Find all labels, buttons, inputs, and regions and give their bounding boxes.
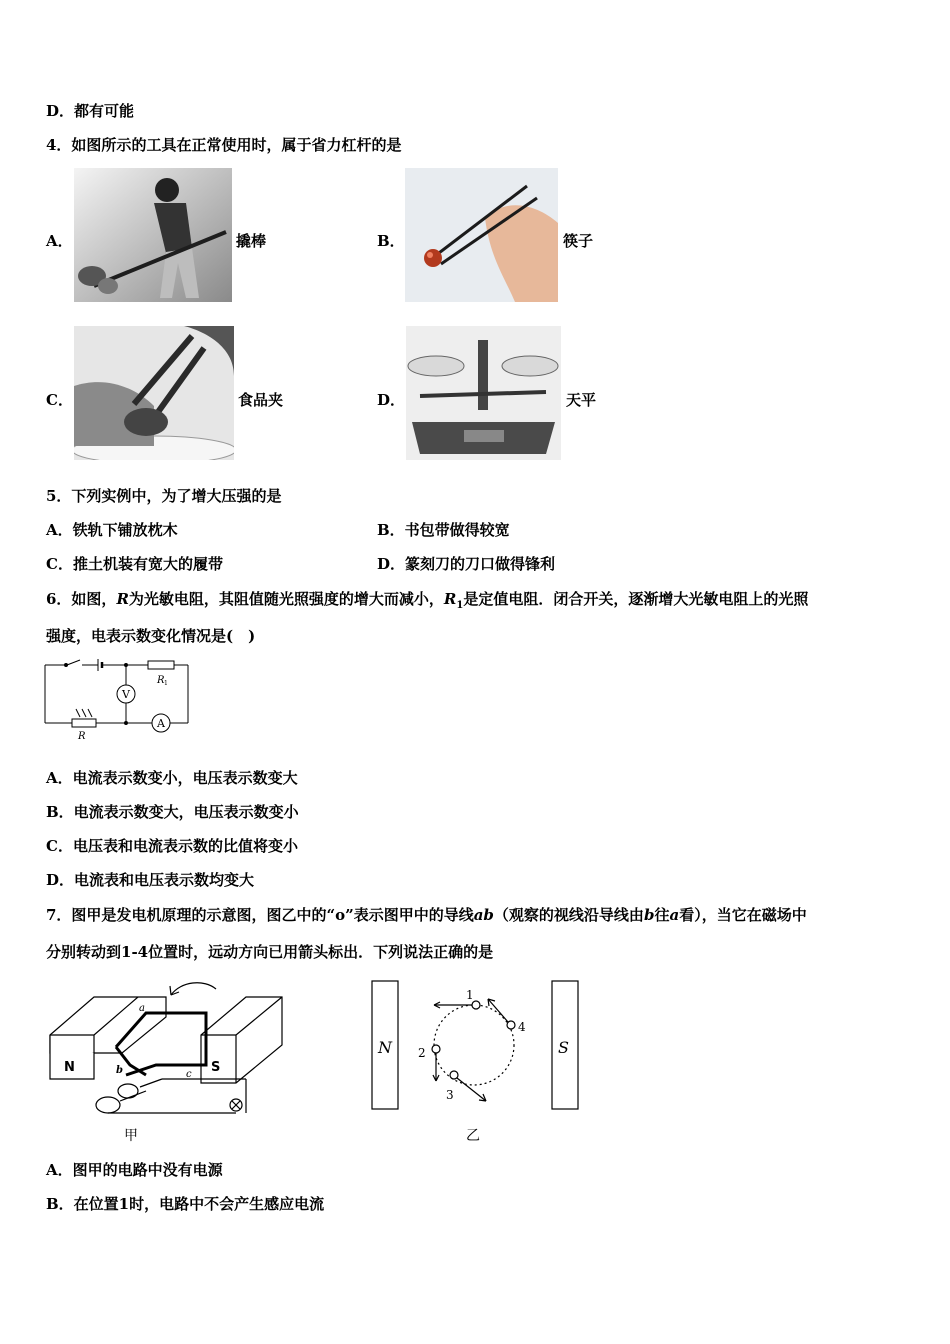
q4-stem: 4．如图所示的工具在正常使用时，属于省力杠杆的是 <box>46 136 402 154</box>
generator-label-a: a <box>139 1003 145 1014</box>
q7-option-a: A．图甲的电路中没有电源 <box>46 1161 223 1179</box>
position-4-label: 4 <box>518 1020 526 1034</box>
q6-var-r1-sub: 1 <box>456 600 464 611</box>
q5-option-a: A．铁轨下铺放枕木 <box>46 521 178 539</box>
q6-stem-suffix: 是定值电阻．闭合开关，逐渐增大光敏电阻上的光照 <box>463 590 809 608</box>
q6-option-d: D．电流表和电压表示数均变大 <box>46 871 255 889</box>
q4-option-b-label: B． <box>377 232 405 250</box>
r-label: R <box>78 731 86 742</box>
q6-option-c: C．电压表和电流表示数的比值将变小 <box>46 837 298 855</box>
r1-label-sub: 1 <box>164 680 168 687</box>
q6-stem-mid: 为光敏电阻，其阻值随光照强度的增大而减小， <box>128 590 444 608</box>
q6-stem <box>46 589 808 616</box>
position-2-label: 2 <box>418 1046 426 1060</box>
field-pole-s: S <box>558 1038 569 1057</box>
q6-option-a: A．电流表示数变小，电压表示数变大 <box>46 769 298 787</box>
generator-label-c: c <box>186 1069 192 1080</box>
q7-option-b: B．在位置1时，电路中不会产生感应电流 <box>46 1195 325 1213</box>
position-1-label: 1 <box>466 988 474 1002</box>
q6-var-r1: R <box>443 590 457 608</box>
crowbar-photo <box>74 168 232 302</box>
generator-diagram <box>46 975 296 1147</box>
q4-option-a-label: A． <box>46 232 73 250</box>
ammeter-symbol-label: A <box>157 717 165 730</box>
generator-label-b: b <box>116 1065 123 1076</box>
q7-var-a: a <box>669 906 680 924</box>
q4-option-c-label: C． <box>46 391 73 409</box>
field-pole-n: N <box>378 1038 392 1057</box>
q7-var-b: b <box>643 906 655 924</box>
q4-option-c-caption: 食品夹 <box>238 391 284 409</box>
q7-stem-b: （观察的视线沿导线由 <box>493 906 644 924</box>
q7-stem-a: 7．图甲是发电机原理的示意图，图乙中的“o”表示图甲中的导线 <box>46 906 474 924</box>
q4-option-a-caption: 撬棒 <box>236 232 267 250</box>
generator-pole-n: N <box>64 1060 75 1075</box>
q3-option-d: D．都有可能 <box>46 102 135 120</box>
q6-option-b: B．电流表示数变大，电压表示数变小 <box>46 803 299 821</box>
q7-var-ab: ab <box>473 906 494 924</box>
balance-photo <box>406 326 561 460</box>
conductor-positions-diagram <box>366 975 586 1147</box>
q6-stem-prefix: 6．如图， <box>46 590 117 608</box>
conductor-caption: 乙 <box>466 1128 480 1144</box>
q6-stem-line2: 强度，电表示数变化情况是( ) <box>46 627 256 645</box>
q5-stem: 5．下列实例中，为了增大压强的是 <box>46 487 282 505</box>
q7-stem <box>46 905 807 925</box>
q6-circuit-diagram <box>40 655 200 745</box>
q5-option-d: D．篆刻刀的刀口做得锋利 <box>377 555 556 573</box>
voltmeter-symbol-label: V <box>122 688 130 701</box>
q7-stem-line2: 分别转动到1-4位置时，远动方向已用箭头标出．下列说法正确的是 <box>46 943 494 961</box>
q7-stem-d: 看），当它在磁场中 <box>679 906 807 924</box>
generator-pole-s: S <box>211 1060 221 1075</box>
q7-stem-c: 往 <box>654 906 670 924</box>
chopsticks-photo <box>405 168 558 302</box>
generator-caption: 甲 <box>124 1128 138 1144</box>
q4-option-d-label: D． <box>377 391 406 409</box>
q5-option-c: C．推土机装有宽大的履带 <box>46 555 223 573</box>
food-tongs-photo <box>74 326 234 460</box>
q5-option-b: B．书包带做得较宽 <box>377 521 510 539</box>
q4-option-b-caption: 筷子 <box>563 232 594 250</box>
q4-option-d-caption: 天平 <box>566 391 597 409</box>
q6-var-r: R <box>116 590 129 608</box>
r1-label: R <box>157 675 165 686</box>
position-3-label: 3 <box>446 1088 454 1102</box>
